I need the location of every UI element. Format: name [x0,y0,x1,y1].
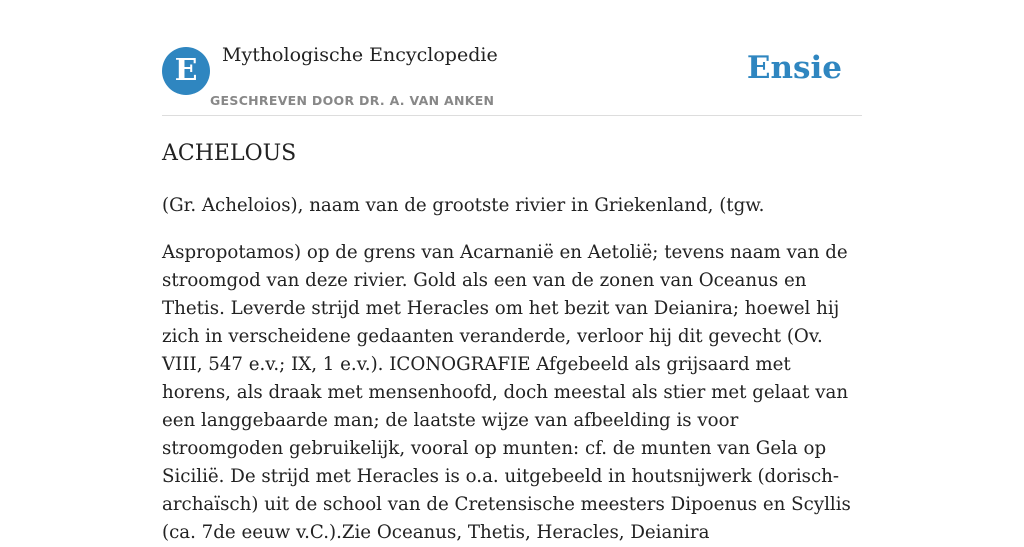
entry-paragraph: (Gr. Acheloios), naam van de grootste rivier in Griekenland, (tgw. [162,195,765,216]
entry-paragraph: Aspropotamos) op de grens van Acarnanië en Aetolië; tevens naam van de stroomgod van deze rivier. Gold als een van de zonen van Oceanus en Thetis. Leverde strijd met Heracles om het bezit van Deianira; hoewel hij zich in verscheidene gedaanten veranderde, verloor hij dit gevecht (Ov. VIII, 547 e.v.; IX, 1 e.v.). ICONOGRAFIE Afgebeeld als grijsaard met horens, als draak met mensenhoofd, doch meestal als stier met gelaat van een langgebaarde man; de laatste wijze van afbeelding is voor stroomgoden gebruikelijk, vooral op munten: cf. de munten van Gela op Sicilië. De strijd met Heracles is o.a. uitgebeeld in houtsnijwerk (dorisch-archaïsch) uit de school van de Cretensische meesters Dipoenus en Scyllis (ca. 7de eeuw v.C.).Zie Oceanus, Thetis, Heracles, Deianira [162,242,851,543]
article-page [162,0,862,543]
entry-title: ACHELOUS [162,141,297,166]
brand-logo[interactable]: Ensie [746,50,842,86]
header-divider [162,115,862,116]
logo-letter: E [174,53,198,88]
author-byline: GESCHREVEN DOOR DR. A. VAN ANKEN [210,93,495,108]
site-logo[interactable] [162,47,210,95]
site-title[interactable]: Mythologische Encyclopedie [222,44,498,66]
